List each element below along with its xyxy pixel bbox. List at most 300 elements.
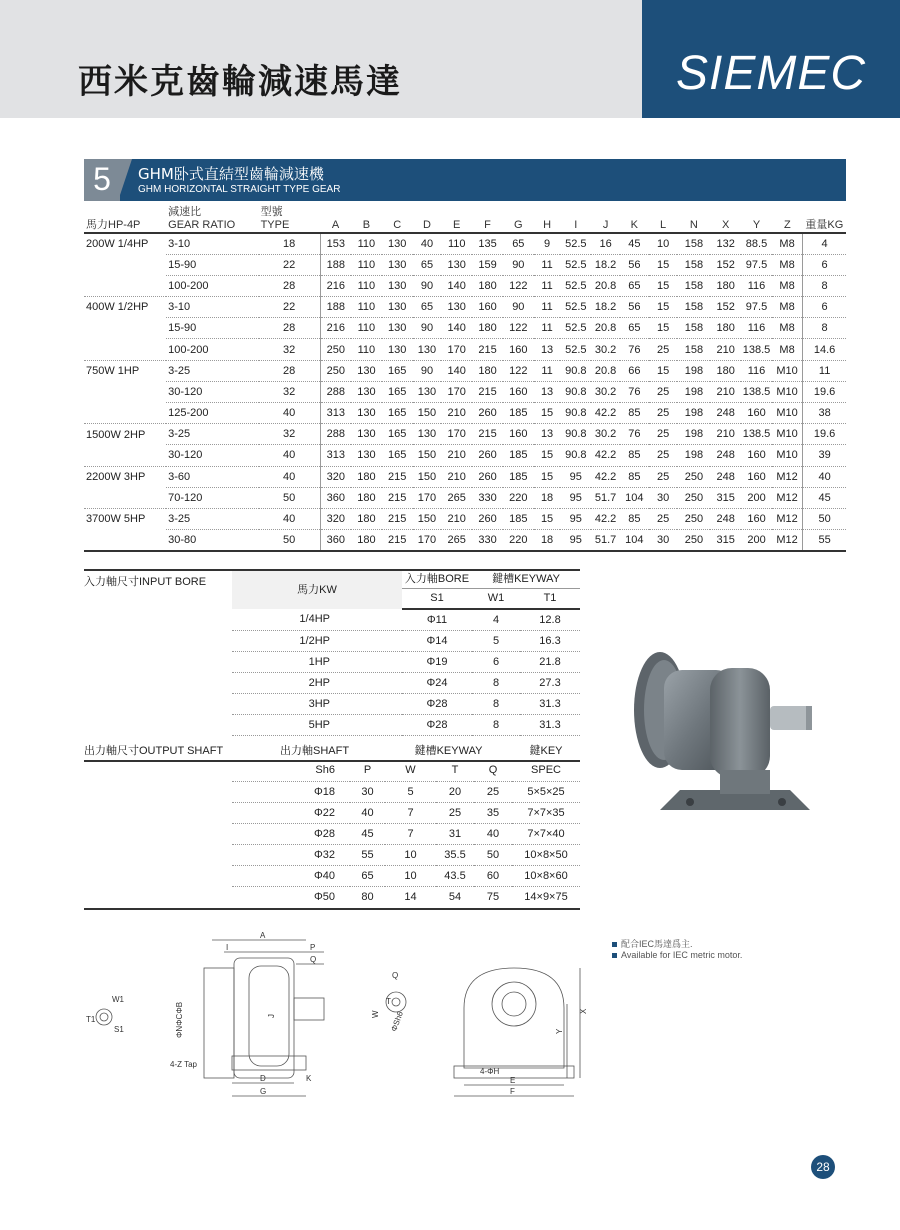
spec-cell-dim: 260 <box>472 403 503 424</box>
shaft-header-key: 鍵KEY <box>529 744 563 757</box>
spec-cell-dim: 248 <box>710 466 741 487</box>
spec-cell-dim: 313 <box>320 403 351 424</box>
spec-cell-dim: 250 <box>677 466 710 487</box>
note-bullet <box>612 942 617 947</box>
spec-cell-dim: 18 <box>534 487 561 508</box>
spec-cell-dim: 216 <box>320 275 351 296</box>
shaft-cell: 35 <box>474 802 512 823</box>
spec-cell-dim: 210 <box>710 381 741 402</box>
bore-row <box>232 651 580 672</box>
spec-cell-dim: 65 <box>413 254 442 275</box>
input-bore-circle <box>96 1009 112 1025</box>
spec-cell-dim: 130 <box>351 424 382 445</box>
spec-cell-dim: 198 <box>677 445 710 466</box>
spec-cell-hp <box>84 275 166 296</box>
spec-cell-ratio: 100-200 <box>166 339 258 360</box>
shaft-cell: 25 <box>474 781 512 802</box>
spec-cell-dim: 130 <box>351 381 382 402</box>
spec-cell-dim: 52.5 <box>560 254 591 275</box>
shaft-sub: W <box>385 760 436 781</box>
spec-cell-ratio: 30-120 <box>166 381 258 402</box>
shaft-end-inner <box>392 998 400 1006</box>
spec-cell-dim: 250 <box>677 487 710 508</box>
spec-cell-dim: 110 <box>351 318 382 339</box>
spec-cell-type: 22 <box>259 254 321 275</box>
section-number-slant <box>118 159 132 201</box>
spec-cell-dim: 18.2 <box>591 297 620 318</box>
spec-cell-dim: 130 <box>413 339 442 360</box>
spec-row <box>84 466 846 487</box>
bore-sub-w1: W1 <box>472 588 520 609</box>
spec-cell-dim: 330 <box>472 487 503 508</box>
spec-cell-dim: 15 <box>534 445 561 466</box>
spec-cell-type: 32 <box>259 339 321 360</box>
spec-cell-dim: 210 <box>441 508 472 529</box>
spec-cell-dim: 170 <box>441 381 472 402</box>
spec-cell-dim: 140 <box>441 275 472 296</box>
spec-header-hp: 馬力HP-4P <box>86 219 141 231</box>
spec-cell-dim: 165 <box>382 403 413 424</box>
spec-cell-dim: 51.7 <box>591 487 620 508</box>
spec-cell-dim: 288 <box>320 424 351 445</box>
spec-cell-dim: 215 <box>382 508 413 529</box>
spec-cell-dim: 30.2 <box>591 381 620 402</box>
bore-cell-t1: 21.8 <box>520 651 580 672</box>
bore-cell-s1: Φ11 <box>402 609 472 630</box>
spec-cell-dim: 25 <box>649 403 678 424</box>
spec-cell-dim: 104 <box>620 530 649 551</box>
spec-header-dim: G <box>514 219 523 231</box>
spec-header-dim: C <box>393 219 402 231</box>
spec-cell-type: 32 <box>259 381 321 402</box>
spec-cell-dim: 200 <box>741 487 772 508</box>
spec-cell-dim: 288 <box>320 381 351 402</box>
spec-cell-dim: 220 <box>503 487 534 508</box>
bore-header-keyway: 鍵槽KEYWAY <box>472 569 580 588</box>
spec-cell-dim: 170 <box>413 530 442 551</box>
spec-cell-dim: 90.8 <box>560 381 591 402</box>
dim-label-tap: 4-Z Tap <box>170 1060 197 1069</box>
shaft-cell: 14×9×75 <box>524 890 568 903</box>
spec-cell-dim: 18.2 <box>591 254 620 275</box>
shaft-cell: 45 <box>350 823 385 844</box>
shaft-body <box>232 781 580 907</box>
spec-cell-dim: 320 <box>320 508 351 529</box>
input-bore-inner <box>100 1013 108 1021</box>
bore-cell-kw: 1/2HP <box>232 630 402 651</box>
shaft-sub: Sh6 <box>232 760 350 781</box>
spec-header-type-cn: 型號 <box>260 206 283 218</box>
spec-cell-dim: 88.5 <box>741 233 772 254</box>
bore-cell-w1: 5 <box>472 630 520 651</box>
spec-body <box>84 233 846 551</box>
spec-cell-dim: 15 <box>649 254 678 275</box>
spec-cell-type: 28 <box>259 318 321 339</box>
output-shaft <box>770 706 810 730</box>
spec-cell-dim: 52.5 <box>560 275 591 296</box>
spec-cell-dim: 97.5 <box>741 254 772 275</box>
shaft-bottom-line <box>84 908 580 910</box>
spec-cell-dim: 152 <box>710 297 741 318</box>
spec-cell-type: 40 <box>259 508 321 529</box>
shaft-cell: 75 <box>486 890 500 903</box>
spec-cell-dim: 140 <box>441 360 472 381</box>
spec-cell-type: 50 <box>259 530 321 551</box>
spec-cell-dim: 215 <box>472 424 503 445</box>
spec-header-type-en: TYPE <box>260 219 290 231</box>
spec-cell-dim: 130 <box>413 381 442 402</box>
dim-label-p: P <box>310 943 316 952</box>
spec-row <box>84 381 846 402</box>
spec-cell-dim: 76 <box>620 339 649 360</box>
bore-row <box>232 693 580 714</box>
dim-label-f: F <box>510 1087 515 1096</box>
spec-cell-hp <box>84 339 166 360</box>
spec-cell-dim: 42.2 <box>591 445 620 466</box>
spec-cell-dim: 180 <box>710 318 741 339</box>
spec-cell-dim: 85 <box>620 445 649 466</box>
spec-header-type <box>259 205 321 233</box>
shaft-sub: P <box>350 760 385 781</box>
spec-cell-dim: 66 <box>620 360 649 381</box>
spec-cell-dim: M8 <box>772 254 803 275</box>
spec-cell-dim: 248 <box>710 508 741 529</box>
spec-cell-hp <box>84 530 166 551</box>
bore-cell-w1: 8 <box>472 693 520 714</box>
shaft-sub: T <box>436 760 474 781</box>
spec-cell-dim: 250 <box>320 339 351 360</box>
dim-label-osh6: ΦSh6 <box>389 1010 405 1033</box>
spec-cell-dim: 130 <box>413 424 442 445</box>
spec-row <box>84 487 846 508</box>
spec-cell-dim: 25 <box>649 445 678 466</box>
spec-cell-ratio: 100-200 <box>166 275 258 296</box>
spec-cell-dim: 159 <box>472 254 503 275</box>
bore-cell-kw: 2HP <box>232 672 402 693</box>
shaft-cell: 55 <box>350 844 385 865</box>
shaft-cell: 10×8×50 <box>512 844 580 865</box>
spec-header-dim: A <box>331 219 340 231</box>
spec-cell-dim: 132 <box>710 233 741 254</box>
spec-cell-dim: 90.8 <box>560 403 591 424</box>
spec-cell-dim: 210 <box>710 424 741 445</box>
spec-cell-ratio: 15-90 <box>166 318 258 339</box>
spec-cell-dim: 15 <box>534 403 561 424</box>
bore-sub-s1: S1 <box>402 588 472 609</box>
spec-cell-dim: 180 <box>472 275 503 296</box>
spec-cell-dim: 160 <box>741 403 772 424</box>
shaft-row <box>232 823 580 844</box>
spec-cell-dim: 130 <box>382 318 413 339</box>
spec-cell-dim: 30.2 <box>591 339 620 360</box>
spec-cell-dim: 20.8 <box>591 318 620 339</box>
spec-cell-dim: 260 <box>472 445 503 466</box>
dim-label-x: X <box>579 1008 588 1014</box>
spec-cell-dim: 95 <box>560 508 591 529</box>
output-shaft-table <box>232 739 580 907</box>
bore-cell-t1: 31.3 <box>520 693 580 714</box>
shaft-row <box>232 781 580 802</box>
dim-label-g: G <box>260 1087 267 1096</box>
spec-cell-dim: 130 <box>441 254 472 275</box>
spec-cell-dim: M12 <box>772 508 803 529</box>
spec-cell-dim: 150 <box>413 445 442 466</box>
spec-cell-dim: 210 <box>441 466 472 487</box>
spec-cell-dim: 95 <box>560 530 591 551</box>
page-number: 28 <box>811 1155 835 1179</box>
output-shaft-title: 出力軸尺寸OUTPUT SHAFT <box>84 745 224 757</box>
bore-cell-t1: 31.3 <box>520 714 580 735</box>
spec-cell-dim: 180 <box>710 275 741 296</box>
bore-body <box>232 609 580 735</box>
spec-cell-type: 50 <box>259 487 321 508</box>
shaft-cell: 10 <box>385 865 436 886</box>
spec-row <box>84 424 846 445</box>
spec-cell-dim: 152 <box>710 254 741 275</box>
spec-cell-dim: 150 <box>413 466 442 487</box>
spec-header-dim: D <box>422 219 431 231</box>
shaft-end <box>806 706 812 730</box>
spec-cell-dim: 110 <box>351 275 382 296</box>
note-text: Available for IEC metric motor. <box>621 950 743 960</box>
spec-cell-dim: 160 <box>503 381 534 402</box>
spec-cell-dim: 265 <box>441 530 472 551</box>
spec-row <box>84 530 846 551</box>
spec-header-ratio-cn: 減速比 <box>168 206 202 218</box>
spec-cell-dim: 188 <box>320 254 351 275</box>
shaft-cell: 50 <box>474 844 512 865</box>
spec-cell-dim: 11 <box>534 254 561 275</box>
spec-cell-dim: 42.2 <box>591 403 620 424</box>
spec-cell-type: 32 <box>259 424 321 445</box>
spec-cell-dim: 130 <box>382 275 413 296</box>
spec-cell-hp: 1500W 2HP <box>86 428 146 441</box>
spec-cell-dim: 210 <box>441 403 472 424</box>
spec-cell-dim: 165 <box>382 445 413 466</box>
bore-row <box>232 714 580 735</box>
shaft-cell: 7 <box>385 823 436 844</box>
spec-cell-dim: 51.7 <box>591 530 620 551</box>
spec-cell-dim: 210 <box>710 339 741 360</box>
spec-cell-dim: 15 <box>649 275 678 296</box>
spec-cell-ratio: 70-120 <box>166 487 258 508</box>
spec-cell-dim: 313 <box>320 445 351 466</box>
base-hole <box>778 798 786 806</box>
shaft-cell: 30 <box>350 781 385 802</box>
spec-cell-dim: 130 <box>382 254 413 275</box>
spec-cell-dim: 65 <box>620 318 649 339</box>
shaft-cell: 7×7×40 <box>512 823 580 844</box>
spec-cell-dim: 122 <box>503 275 534 296</box>
spec-cell-dim: 116 <box>741 318 772 339</box>
spec-cell-ratio: 3-25 <box>166 424 258 445</box>
bore-cell-kw: 1HP <box>232 651 402 672</box>
spec-cell-dim: 165 <box>382 381 413 402</box>
shaft-row <box>232 886 580 907</box>
spec-cell-dim: 165 <box>382 424 413 445</box>
spec-cell-dim: 20.8 <box>591 360 620 381</box>
spec-row <box>84 297 846 318</box>
gearbox-housing <box>710 668 770 778</box>
shaft-cell: 25 <box>436 802 474 823</box>
spec-cell-dim: 180 <box>472 318 503 339</box>
bore-cell-s1: Φ14 <box>402 630 472 651</box>
shaft-cell: 54 <box>448 890 462 903</box>
shaft-cell: 31 <box>436 823 474 844</box>
spec-cell-dim: 158 <box>677 297 710 318</box>
spec-cell-dim: 13 <box>534 424 561 445</box>
spec-cell-dim: 40 <box>413 233 442 254</box>
spec-row <box>84 275 846 296</box>
bore-cell-kw: 5HP <box>232 714 402 735</box>
spec-cell-dim: 330 <box>472 530 503 551</box>
spec-cell-type: 28 <box>259 360 321 381</box>
spec-cell-dim: 90.8 <box>560 360 591 381</box>
bore-sub-t1: T1 <box>520 588 580 609</box>
spec-cell-dim: 185 <box>503 508 534 529</box>
spec-cell-dim: 90.8 <box>560 424 591 445</box>
spec-cell-dim: 185 <box>503 403 534 424</box>
shaft-row <box>232 802 580 823</box>
spec-cell-hp <box>84 403 166 424</box>
bore-cell-t1: 16.3 <box>520 630 580 651</box>
spec-cell-dim: 110 <box>441 233 472 254</box>
shaft-cell: 80 <box>361 890 374 903</box>
spec-cell-type: 22 <box>259 297 321 318</box>
spec-cell-dim: 130 <box>351 360 382 381</box>
spec-cell-dim: 25 <box>649 381 678 402</box>
spec-header-dim: L <box>660 219 667 231</box>
spec-cell-weight: 14.6 <box>803 339 846 360</box>
spec-cell-dim: 90 <box>503 297 534 318</box>
spec-cell-dim: 198 <box>677 403 710 424</box>
dim-label-w1: W1 <box>112 995 124 1004</box>
shaft-cell: 7×7×35 <box>512 802 580 823</box>
bore-cell-s1: Φ24 <box>402 672 472 693</box>
spec-cell-dim: 65 <box>503 233 534 254</box>
spec-cell-dim: 265 <box>441 487 472 508</box>
spec-cell-dim: 216 <box>320 318 351 339</box>
spec-cell-dim: 95 <box>560 466 591 487</box>
spec-cell-dim: 248 <box>710 403 741 424</box>
dim-label-q: Q <box>310 955 317 964</box>
spec-cell-dim: 122 <box>503 360 534 381</box>
spec-cell-dim: 215 <box>382 530 413 551</box>
spec-cell-dim: M10 <box>772 381 803 402</box>
spec-cell-ratio: 3-25 <box>166 508 258 529</box>
dim-label-ow: W <box>371 1010 380 1018</box>
spec-cell-ratio: 30-80 <box>166 530 258 551</box>
spec-cell-dim: 185 <box>503 445 534 466</box>
spec-cell-dim: 150 <box>413 508 442 529</box>
spec-cell-dim: 110 <box>351 254 382 275</box>
dim-label-j: J <box>267 1014 276 1018</box>
end-view-body <box>464 968 564 1068</box>
spec-cell-dim: 42.2 <box>591 508 620 529</box>
spec-cell-dim: 85 <box>620 508 649 529</box>
section-number: 5 <box>93 161 111 197</box>
bore-cell-t1: 27.3 <box>520 672 580 693</box>
spec-cell-dim: 158 <box>677 318 710 339</box>
spec-cell-dim: 138.5 <box>741 424 772 445</box>
spec-cell-dim: 76 <box>620 381 649 402</box>
spec-cell-dim: 56 <box>620 297 649 318</box>
side-body <box>234 958 294 1078</box>
spec-cell-dim: 42.2 <box>591 466 620 487</box>
spec-cell-dim: 198 <box>677 424 710 445</box>
spec-header-dim: X <box>722 219 730 231</box>
spec-header-dim: F <box>484 219 491 231</box>
spec-cell-dim: 180 <box>351 466 382 487</box>
spec-cell-dim: 90 <box>413 360 442 381</box>
spec-cell-weight: 40 <box>803 466 846 487</box>
spec-header-dim: I <box>574 219 578 231</box>
spec-cell-dim: 9 <box>534 233 561 254</box>
spec-cell-dim: 85 <box>620 403 649 424</box>
bore-row <box>232 609 580 630</box>
spec-header-dim: K <box>630 219 638 231</box>
spec-cell-type: 40 <box>259 466 321 487</box>
brand-box <box>642 0 900 118</box>
spec-cell-ratio: 3-10 <box>166 233 258 254</box>
spec-row <box>84 339 846 360</box>
spec-cell-dim: 158 <box>677 339 710 360</box>
spec-cell-dim: 260 <box>472 508 503 529</box>
spec-cell-dim: 52.5 <box>560 318 591 339</box>
spec-cell-dim: 104 <box>620 487 649 508</box>
note-iec-en <box>612 950 742 960</box>
bore-cell-kw: 3HP <box>232 693 402 714</box>
spec-cell-dim: 13 <box>534 381 561 402</box>
bore-cell-kw: 1/4HP <box>232 609 402 630</box>
spec-cell-hp: 3700W 5HP <box>86 513 146 526</box>
shaft-cell: 40 <box>474 823 512 844</box>
spec-cell-dim: 52.5 <box>560 297 591 318</box>
bore-header-kw: 馬力KW <box>232 569 402 609</box>
spec-row <box>84 360 846 381</box>
shaft-cell: 5 <box>385 781 436 802</box>
bore-row <box>232 672 580 693</box>
spec-cell-dim: 138.5 <box>741 339 772 360</box>
shaft-cell: 20 <box>436 781 474 802</box>
spec-cell-dim: 52.5 <box>560 233 591 254</box>
side-shaft <box>294 998 324 1020</box>
dim-label-oq: Q <box>392 971 399 980</box>
shaft-cell: 7 <box>385 802 436 823</box>
bore-cell-t1: 12.8 <box>520 609 580 630</box>
spec-cell-dim: 110 <box>351 297 382 318</box>
spec-cell-dim: 140 <box>441 318 472 339</box>
spec-cell-dim: 13 <box>534 339 561 360</box>
spec-cell-dim: M8 <box>772 318 803 339</box>
dim-label-e: E <box>510 1076 516 1085</box>
spec-cell-dim: 15 <box>649 318 678 339</box>
spec-cell-type: 40 <box>259 403 321 424</box>
spec-cell-hp <box>84 487 166 508</box>
spec-cell-dim: 138.5 <box>741 381 772 402</box>
spec-cell-dim: M10 <box>772 403 803 424</box>
bore-row <box>232 630 580 651</box>
spec-cell-ratio: 3-25 <box>166 360 258 381</box>
spec-row <box>84 403 846 424</box>
spec-header-row <box>84 205 846 233</box>
spec-cell-ratio: 15-90 <box>166 254 258 275</box>
spec-cell-dim: 25 <box>649 466 678 487</box>
dim-label-s1: S1 <box>114 1025 124 1034</box>
spec-cell-dim: 85 <box>620 466 649 487</box>
spec-cell-dim: 25 <box>649 508 678 529</box>
spec-cell-dim: 250 <box>320 360 351 381</box>
